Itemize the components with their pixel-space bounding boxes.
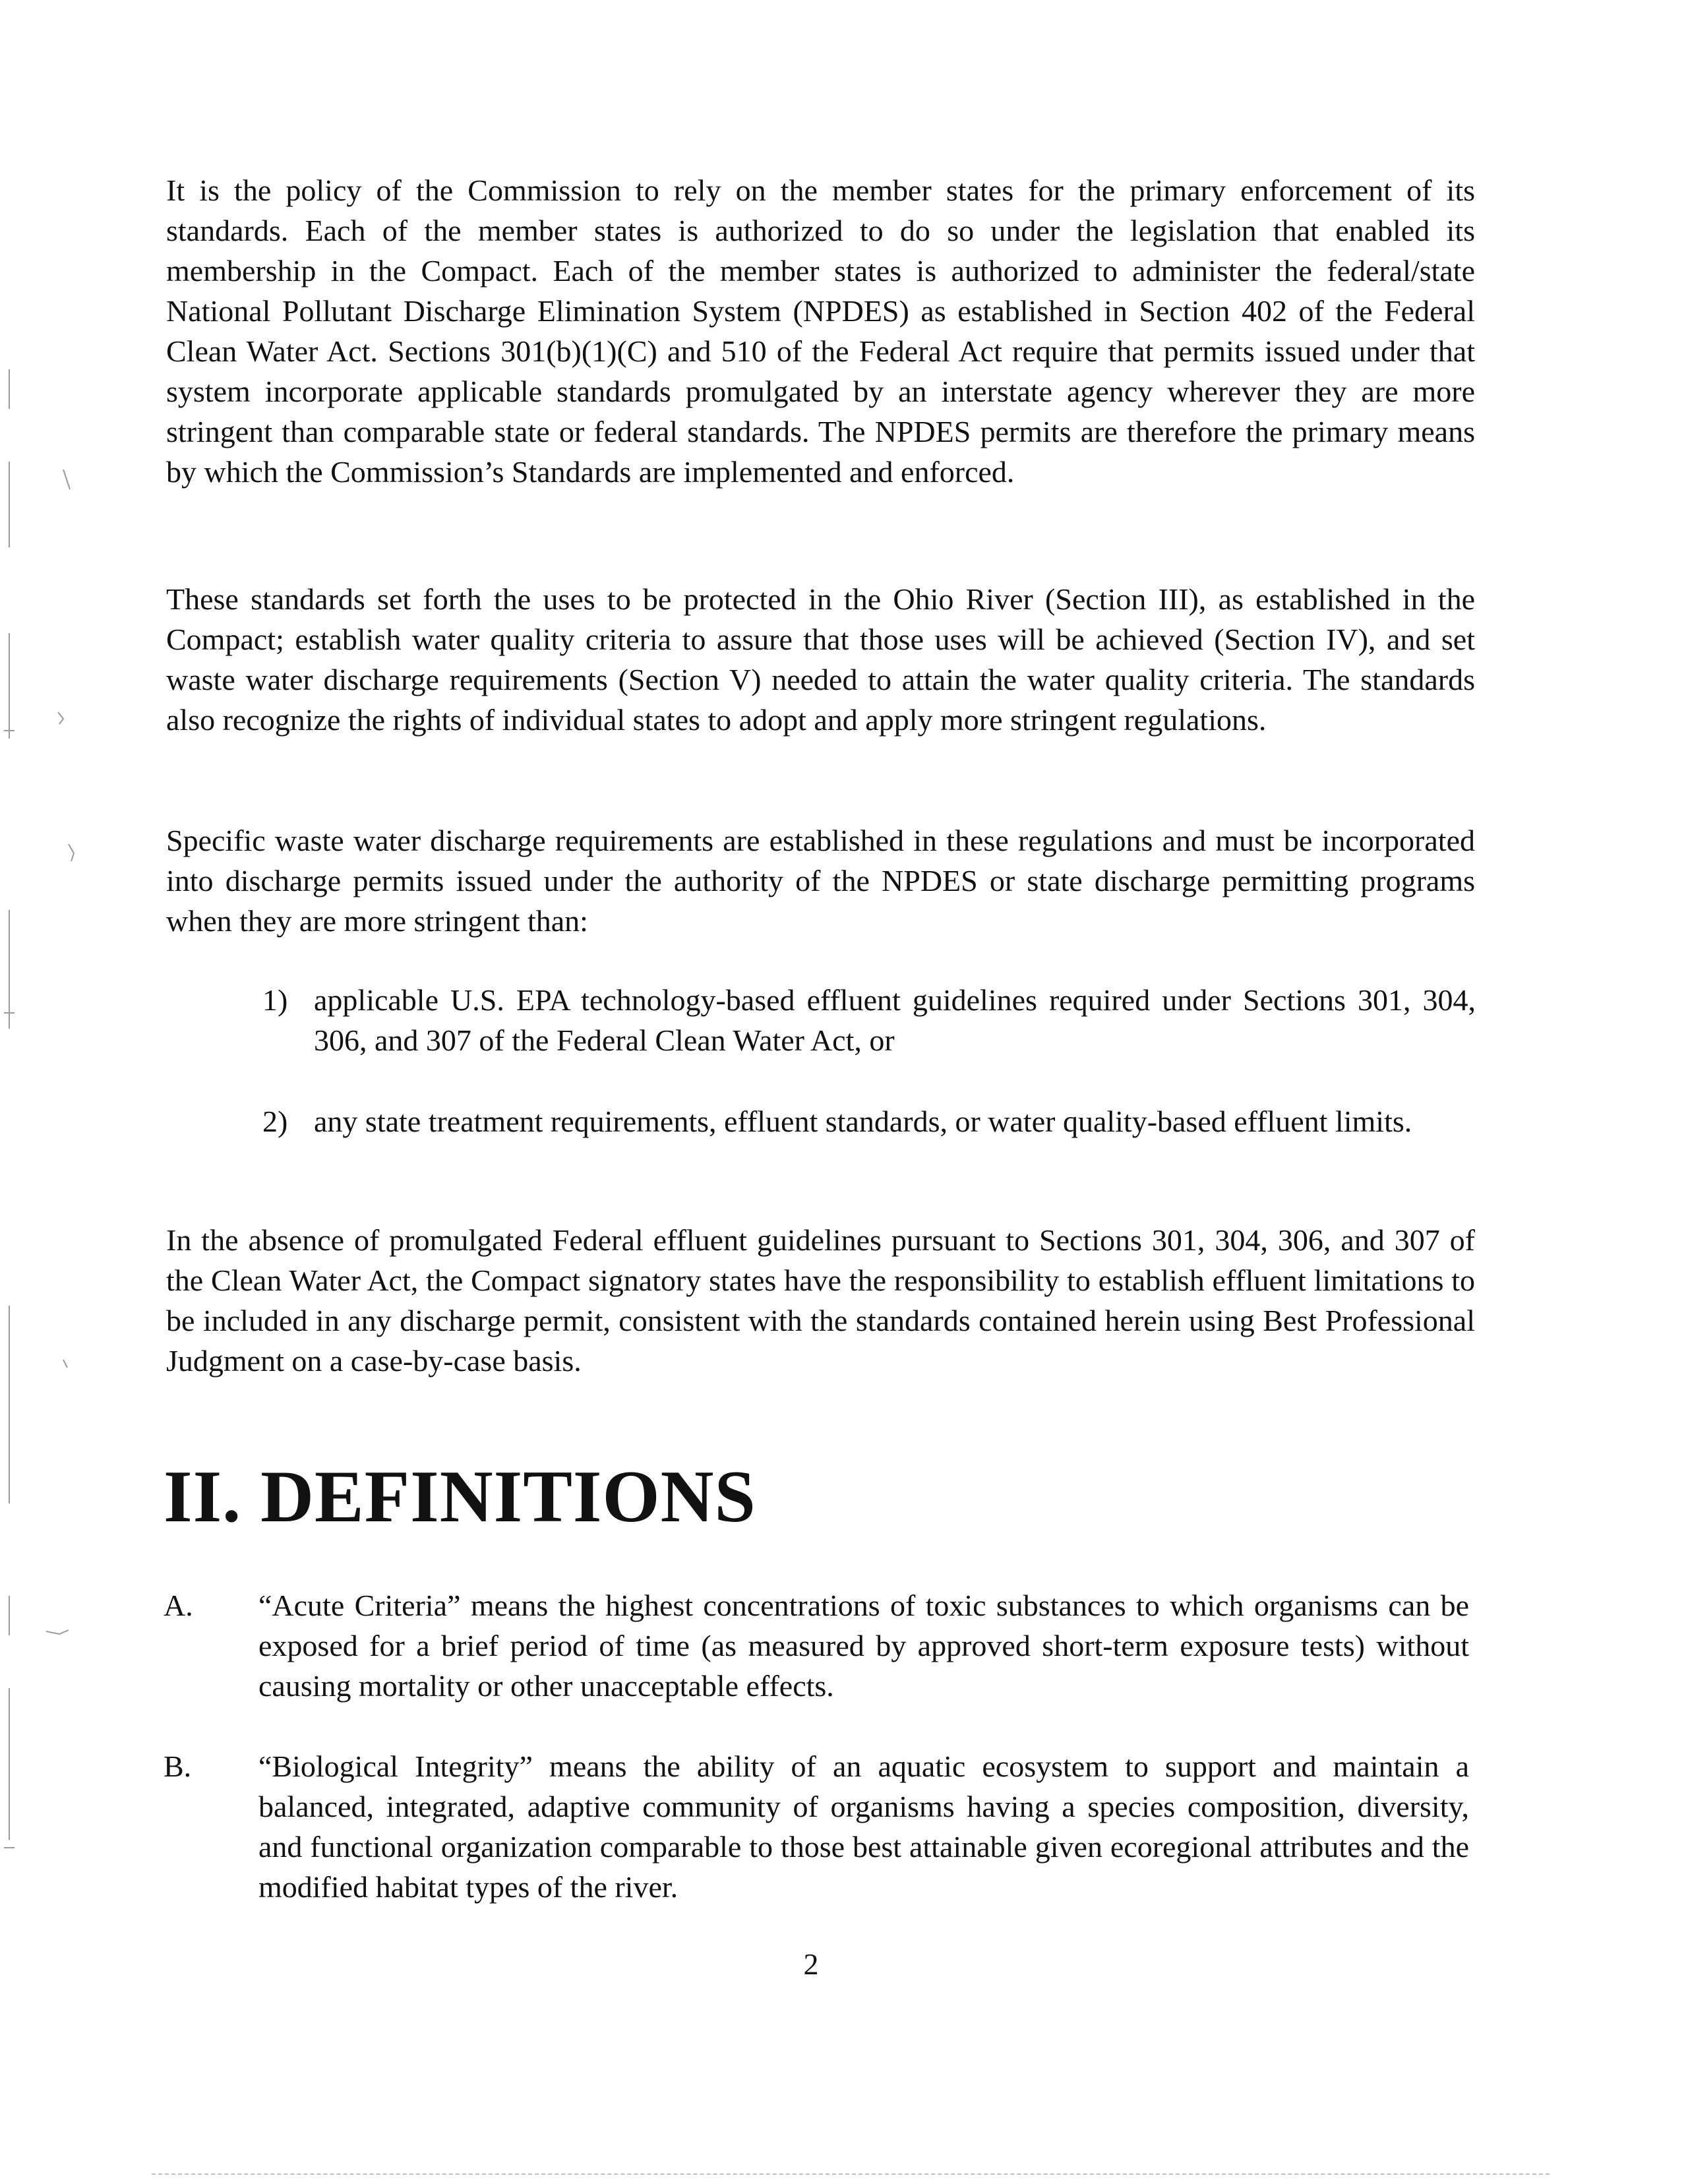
definition-letter: B. (164, 1749, 192, 1783)
list-item-text: applicable U.S. EPA technology-based effluent guidelines required under Sections 301, 304, 306, and 307 of the Federal Clean Water Act, or (314, 983, 1476, 1057)
definition-letter: A. (164, 1589, 193, 1622)
list-item-1 (262, 980, 1476, 1060)
list-item-text: any state treatment requirements, effluent standards, or water quality-based effluent limits. (314, 1105, 1412, 1138)
list-item-number: 1) (262, 983, 288, 1017)
list-item-2 (262, 1101, 1476, 1141)
scan-margin-marks (0, 0, 86, 2184)
list-item-number: 2) (262, 1105, 288, 1138)
definition-text: “Biological Integrity” means the ability of an aquatic ecosystem to support and maintain a balanced, integrated, adaptive community of organisms having a species composition, diversity, and functional organization comparable to those best attainable given ecoregional attributes and the modified habitat types of the river. (258, 1749, 1469, 1904)
paragraph-absence-of-guidelines: In the absence of promulgated Federal effluent guidelines pursuant to Sections 301, 304, 306, and 307 of the Clean Water Act, the Compact signatory states have the responsibility to establish effluent limitations to be included in any discharge permit, consistent with the standards contained herein using Best Professional Judgment on a case-by-case basis. (166, 1223, 1475, 1378)
section-heading-definitions: II. DEFINITIONS (164, 1456, 756, 1538)
definition-acute-criteria (164, 1585, 1469, 1706)
definition-text: “Acute Criteria” means the highest concentrations of toxic substances to which organisms can be exposed for a brief period of time (as measured by approved short-term exposure tests) without causing mortality or other unacceptable effects. (258, 1589, 1469, 1703)
definition-biological-integrity (164, 1746, 1469, 1907)
paragraph-enforcement-policy: It is the policy of the Commission to rely on the member states for the primary enforcement of its standards. Each of the member states is authorized to do so under the legislation that enabled its membership in the Compact. Each of the member states is authorized to administer the federal/state National Pollutant Discharge Elimination System (NPDES) as established in Section 402 of the Federal Clean Water Act. Sections 301(b)(1)(C) and 510 of the Federal Act require that permits issued under that system incorporate applicable standards promulgated by an interstate agency wherever they are more stringent than comparable state or federal standards. The NPDES permits are therefore the primary means by which the Commission’s Standards are implemented and enforced. (166, 173, 1475, 489)
paragraph-standards-scope: These standards set forth the uses to be protected in the Ohio River (Section III), as established in the Compact; establish water quality criteria to assure that those uses will be achieved (Section IV), and set waste water discharge requirements (Section V) needed to attain the water quality criteria. The standards also recognize the rights of individual states to adopt and apply more stringent regulations. (166, 582, 1475, 737)
page-number: 2 (803, 1947, 819, 1981)
paragraph-discharge-requirements: Specific waste water discharge requirements are established in these regulations and must be incorporated into discharge permits issued under the authority of the NPDES or state discharge permitting programs when they are more stringent than: (166, 824, 1475, 938)
bottom-scan-rule (152, 2173, 1550, 2175)
